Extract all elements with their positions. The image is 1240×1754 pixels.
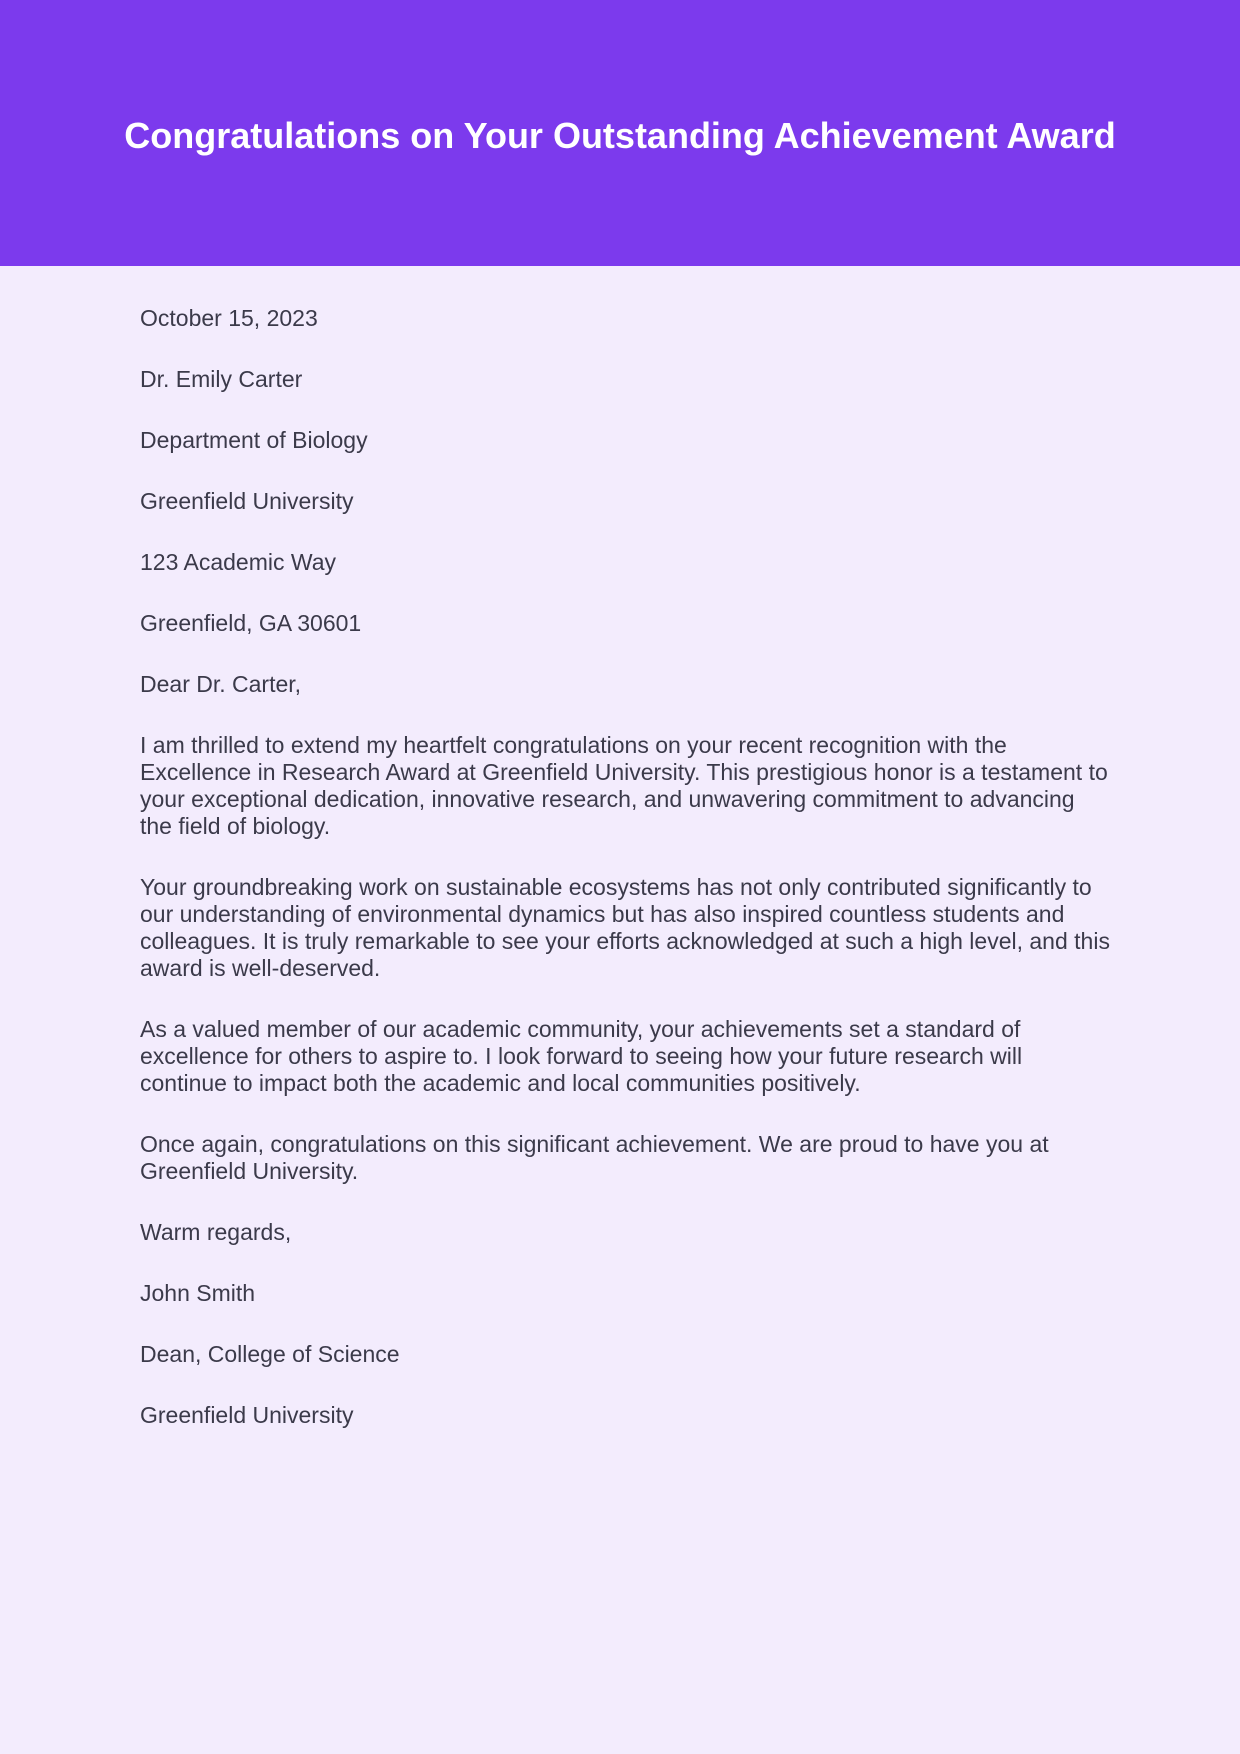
body-paragraph: Once again, congratulations on this significant achievement. We are proud to have you at Greenfield University. bbox=[140, 1131, 1049, 1184]
letter-body bbox=[140, 305, 1110, 1463]
recipient-city-state-zip: Greenfield, GA 30601 bbox=[140, 610, 362, 636]
recipient-name: Dr. Emily Carter bbox=[140, 366, 303, 392]
body-paragraph: I am thrilled to extend my heartfelt congratulations on your recent recognition with the Excellence in Research Award at Greenfield University. This prestigious honor is a testament to your exceptional dedication, innovative research, and unwavering commitment to advancing the field of biology. bbox=[140, 732, 1108, 839]
salutation: Dear Dr. Carter, bbox=[140, 671, 302, 697]
letter-date: October 15, 2023 bbox=[140, 305, 318, 331]
closing: Warm regards, bbox=[140, 1219, 292, 1245]
sender-title: Dean, College of Science bbox=[140, 1341, 400, 1367]
page-title: Congratulations on Your Outstanding Achievement Award bbox=[124, 115, 1116, 156]
recipient-institution: Greenfield University bbox=[140, 488, 354, 514]
sender-institution: Greenfield University bbox=[140, 1402, 354, 1428]
body-paragraph: Your groundbreaking work on sustainable ecosystems has not only contributed significantly to our understanding of environmental dynamics but has also inspired countless students and colleagues. It is truly remarkable to see your efforts acknowledged at such a high level, and this award is well-deserved. bbox=[140, 874, 1110, 981]
sender-name: John Smith bbox=[140, 1280, 256, 1306]
letter-header bbox=[0, 0, 1240, 266]
body-paragraph: As a valued member of our academic community, your achievements set a standard of excellence for others to aspire to. I look forward to seeing how your future research will continue to impact both the academic and local communities positively. bbox=[140, 1016, 1023, 1096]
recipient-department: Department of Biology bbox=[140, 427, 368, 453]
recipient-street: 123 Academic Way bbox=[140, 549, 337, 575]
